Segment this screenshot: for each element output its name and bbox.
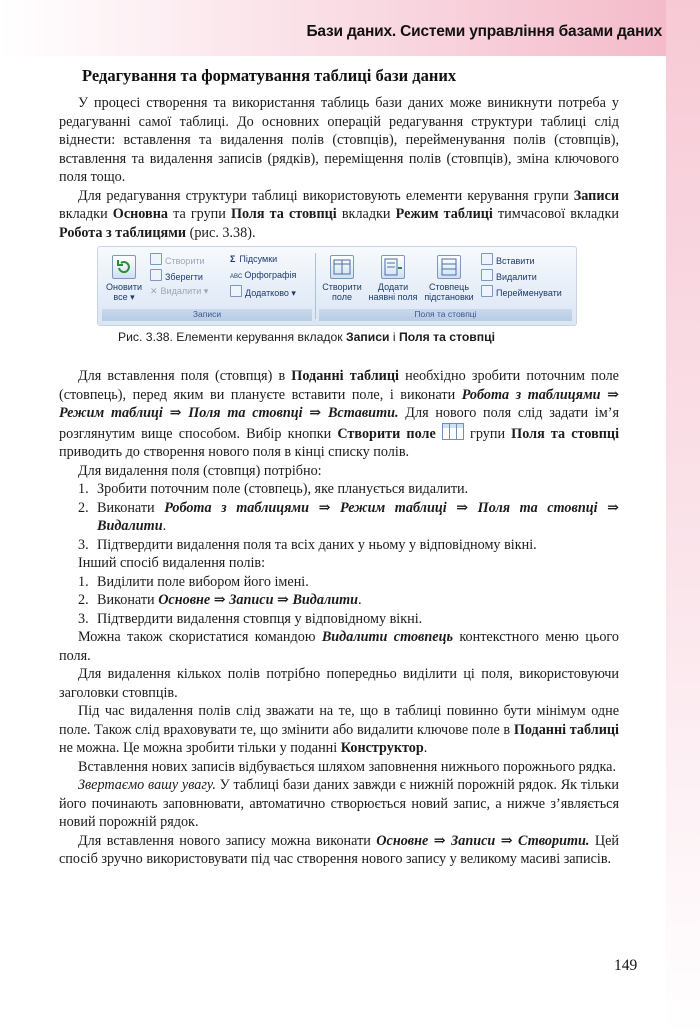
- list-item: 1. Виділити поле вибором його імені.: [78, 573, 309, 590]
- insert-column-button[interactable]: Вставити: [481, 253, 535, 266]
- intro-paragraph-2: Для редагування структури таблиці використовують елементи керування групи Записи вкладки Основна та групи Поля та стовпці вкладки Режим таблиці тимчасової вкладки Робота з таблицями (рис. 3.38).: [59, 187, 619, 241]
- refresh-icon: [112, 255, 136, 279]
- body-paragraph-4: Можна також скористатися командою Видалити стовпець контекстного меню цього поля.: [59, 629, 619, 664]
- delete-record-button[interactable]: ✕ Видалити ▾: [150, 286, 209, 296]
- side-strip: [666, 0, 700, 1035]
- body-paragraph-8: Звертаємо вашу увагу. У таблиці бази даних завжди є нижній порожній рядок. Як тільки його починають заповнювати, автоматично створюється новий запис, а нижче з’являється новий порожній рядок.: [59, 777, 619, 830]
- new-field-button[interactable]: Створити поле: [319, 255, 365, 302]
- body-text: [59, 367, 619, 869]
- body-paragraph-6: Під час видалення полів слід зважати на те, що в таблиці повинно бути мінімум одне поле. Також слід враховувати те, що змінити або видалити ключове поле в Поданні таблиці не можна. Це можна зробити тільки у поданні Конструктор.: [59, 703, 619, 756]
- delete-icon: [481, 269, 493, 281]
- delete-field-steps: [59, 480, 619, 554]
- lookup-column-button[interactable]: Стовпець підстановки: [421, 255, 477, 302]
- records-group-label: Записи: [102, 309, 312, 321]
- spelling-icon: ABC: [230, 274, 243, 280]
- body-paragraph-5: Для видалення кількох полів потрібно попередньо виділити ці поля, використовуючи заголовки стовпців.: [59, 666, 619, 701]
- sum-icon: Σ: [230, 254, 236, 264]
- intro-paragraph-1: У процесі створення та використання таблиць бази даних може виникнути потреба у редагуванні самої таблиці. До основних операцій редагування структури таблиці слід віднести: вставлення та видалення полів (стовпців), перейменування полів (стовпців), вставлення та видалення записів (рядків), переміщення полів (стовпців), зміна ключового поля тощо.: [59, 95, 619, 185]
- body-paragraph-2: Для видалення поля (стовпця) потрібно:: [78, 462, 322, 479]
- totals-button[interactable]: Σ Підсумки: [230, 254, 278, 264]
- delete-column-button[interactable]: Видалити: [481, 269, 537, 282]
- records-group: [102, 251, 312, 321]
- refresh-all-button[interactable]: Оновити все ▾: [104, 255, 144, 302]
- rename-icon: [481, 285, 493, 297]
- fields-columns-group-label: Поля та стовпці: [319, 309, 572, 321]
- more-icon: [230, 285, 242, 297]
- save-icon: [150, 269, 162, 281]
- delete-x-icon: ✕: [150, 286, 158, 296]
- list-item: 3. Підтвердити видалення стовпця у відповідному вікні.: [78, 610, 423, 627]
- body-paragraph-9: Для вставлення нового запису можна виконати Основне ⇒ Записи ⇒ Створити. Цей спосіб зручно використовувати під час створення нового запису у великому масиві записів.: [59, 832, 620, 867]
- body-paragraph-1: Для вставлення поля (стовпця) в Поданні таблиці необхідно зробити поточним поле (стовпець), перед яким ви плануєте вставити поле, і виконати Робота з таблицями ⇒ Режим таблиці ⇒ Поля та стовпці ⇒ Вставити. Для нового поля слід задати ім’я розглянутим вище способом. Вибір кнопки Створити поле групи Поля та стовпці приводить до створення нового поля в кінці списку полів.: [59, 368, 620, 460]
- chapter-title: Бази даних. Системи управління базами даних: [306, 23, 662, 40]
- list-item: 2. Виконати Робота з таблицями ⇒ Режим таблиці ⇒ Поля та стовпці ⇒ Видалити.: [78, 499, 620, 534]
- fields-columns-group: [319, 251, 572, 321]
- list-item: 1. Зробити поточним поле (стовпець), яке планується видалити.: [78, 481, 469, 497]
- intro-text: [59, 94, 619, 242]
- add-fields-icon: [381, 255, 405, 279]
- ribbon-figure: [97, 246, 577, 326]
- lookup-column-icon: [437, 255, 461, 279]
- new-field-icon: [442, 423, 464, 440]
- insert-icon: [481, 253, 493, 265]
- save-record-button[interactable]: Зберегти: [150, 269, 203, 282]
- alt-delete-steps: [59, 573, 619, 629]
- group-separator: [315, 253, 316, 319]
- new-field-icon: [330, 255, 354, 279]
- list-item: 3. Підтвердити видалення поля та всіх даних у ньому у відповідному вікні.: [78, 536, 537, 553]
- section-title: Редагування та форматування таблиці бази даних: [82, 66, 457, 85]
- body-paragraph-7: Вставлення нових записів відбувається шляхом заповнення нижнього порожнього рядка.: [78, 758, 617, 775]
- new-record-icon: [150, 253, 162, 265]
- rename-column-button[interactable]: Перейменувати: [481, 285, 562, 298]
- figure-caption: Рис. 3.38. Елементи керування вкладок Записи і Поля та стовпці: [118, 330, 496, 344]
- spelling-button[interactable]: ABC Орфографія: [230, 270, 297, 280]
- list-item: 2. Виконати Основне ⇒ Записи ⇒ Видалити.: [78, 592, 362, 608]
- create-record-button[interactable]: Створити: [150, 253, 205, 266]
- add-existing-fields-button[interactable]: Додати наявні поля: [367, 255, 419, 302]
- more-button[interactable]: Додатково ▾: [230, 285, 296, 298]
- body-paragraph-3: Інший спосіб видалення полів:: [78, 555, 266, 571]
- page-number: 149: [614, 957, 638, 974]
